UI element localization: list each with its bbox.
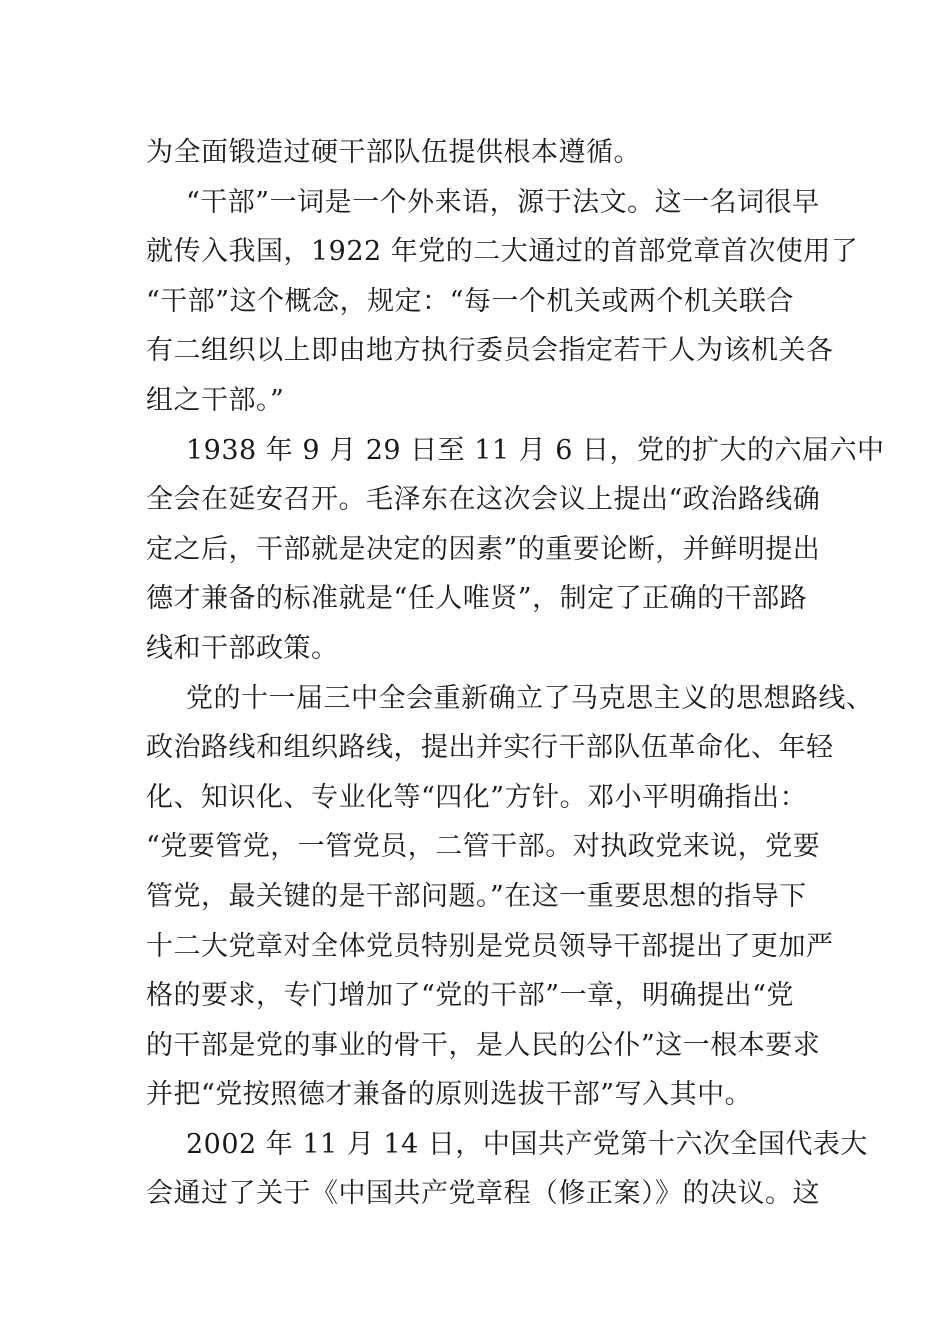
- text-line: 组之干部。”: [146, 384, 285, 416]
- text-line: 定之后，干部就是决定的因素”的重要论断，并鲜明提出: [146, 533, 821, 565]
- text-line: 政治路线和组织路线，提出并实行干部队伍革命化、年轻: [146, 732, 834, 764]
- text-line: 的干部是党的事业的骨干，是人民的公仆”这一根本要求: [146, 1029, 821, 1061]
- text-line: 2002 年 11 月 14 日，中国共产党第十六次全国代表大: [186, 1128, 868, 1160]
- text-line: 十二大党章对全体党员特别是党员领导干部提出了更加严: [146, 930, 834, 962]
- text-line: 会通过了关于《中国共产党章程（修正案）》的决议。这: [146, 1178, 820, 1210]
- document-body: [146, 128, 885, 1219]
- text-line: “干部”这个概念，规定：“每一个机关或两个机关联合: [146, 285, 794, 317]
- text-line: 德才兼备的标准就是“任人唯贤”，制定了正确的干部路: [146, 583, 808, 615]
- text-line: 全会在延安召开。毛泽东在这次会议上提出“政治路线确: [146, 484, 821, 516]
- text-line: “党要管党，一管党员，二管干部。对执政党来说，党要: [146, 831, 821, 863]
- text-line: 有二组织以上即由地方执行委员会指定若干人为该机关各: [146, 335, 834, 367]
- text-line: “干部”一词是一个外来语，源于法文。这一名词很早: [186, 186, 820, 218]
- text-line: 为全面锻造过硬干部队伍提供根本遵循。: [146, 137, 641, 168]
- text-line: 并把“党按照德才兼备的原则选拔干部”写入其中。: [146, 1079, 753, 1111]
- text-line: 化、知识化、专业化等“四化”方针。邓小平明确指出：: [146, 781, 808, 813]
- text-line: 党的十一届三中全会重新确立了马克思主义的思想路线、: [186, 682, 874, 714]
- text-line: 1938 年 9 月 29 日至 11 月 6 日，党的扩大的六届六中: [186, 434, 885, 466]
- text-line: 管党，最关键的是干部问题。”在这一重要思想的指导下: [146, 880, 807, 912]
- text-line: 格的要求，专门增加了“党的干部”一章，明确提出“党: [146, 980, 794, 1012]
- text-line: 就传入我国，1922 年党的二大通过的首部党章首次使用了: [146, 236, 859, 268]
- text-line: 线和干部政策。: [146, 632, 339, 664]
